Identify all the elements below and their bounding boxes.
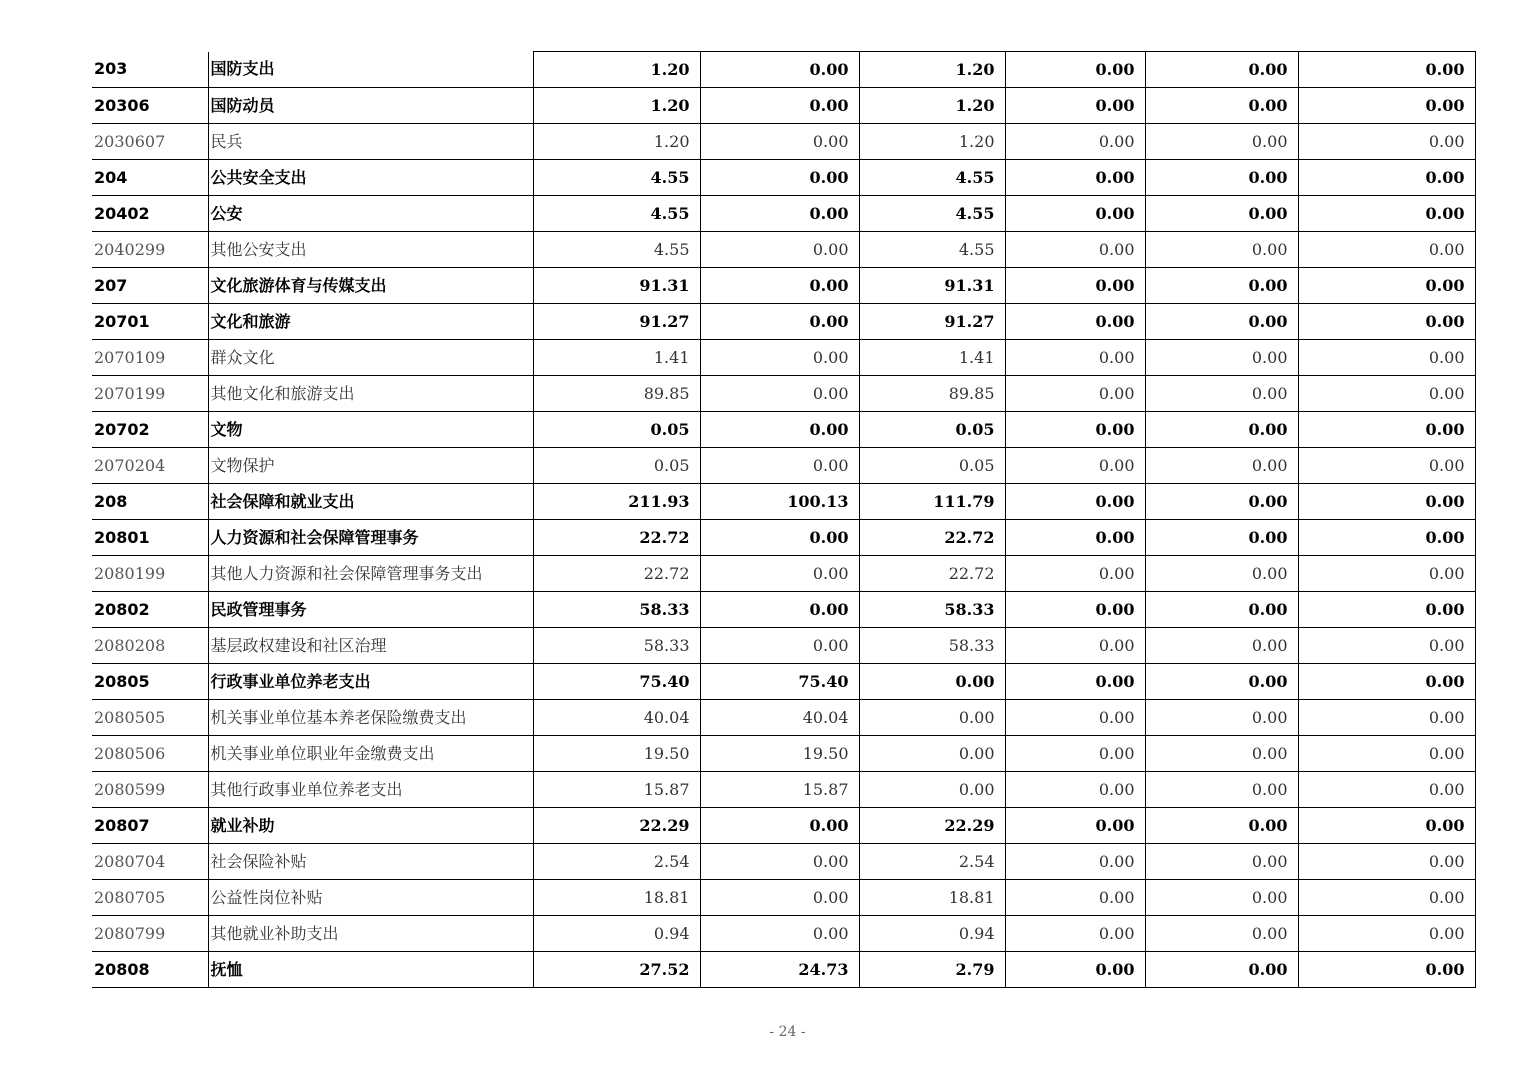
amount-cell: 0.00 <box>1298 304 1475 340</box>
amount-cell: 0.00 <box>700 520 859 556</box>
amount-cell: 1.20 <box>533 88 700 124</box>
amount-cell: 0.00 <box>1298 520 1475 556</box>
table-row <box>92 916 1475 952</box>
amount-cell: 0.00 <box>859 736 1005 772</box>
amount-cell: 0.00 <box>700 160 859 196</box>
amount-cell: 0.00 <box>1145 556 1298 592</box>
amount-cell: 2.54 <box>859 844 1005 880</box>
subject-name-cell: 社会保险补贴 <box>208 844 533 880</box>
amount-cell: 0.00 <box>1145 52 1298 88</box>
amount-cell: 1.41 <box>533 340 700 376</box>
amount-cell: 0.05 <box>533 448 700 484</box>
amount-cell: 0.00 <box>1005 844 1145 880</box>
amount-cell: 211.93 <box>533 484 700 520</box>
amount-cell: 0.00 <box>1005 160 1145 196</box>
amount-cell: 0.00 <box>1145 160 1298 196</box>
amount-cell: 0.00 <box>1298 484 1475 520</box>
amount-cell: 0.00 <box>1145 844 1298 880</box>
table-row <box>92 196 1475 232</box>
table-row <box>92 484 1475 520</box>
amount-cell: 0.00 <box>700 916 859 952</box>
amount-cell: 58.33 <box>533 628 700 664</box>
table-row <box>92 412 1475 448</box>
amount-cell: 58.33 <box>859 592 1005 628</box>
amount-cell: 40.04 <box>700 700 859 736</box>
amount-cell: 0.00 <box>1005 376 1145 412</box>
amount-cell: 1.20 <box>859 88 1005 124</box>
amount-cell: 0.00 <box>1145 772 1298 808</box>
amount-cell: 15.87 <box>533 772 700 808</box>
subject-name-cell: 人力资源和社会保障管理事务 <box>208 520 533 556</box>
subject-name-cell: 抚恤 <box>208 952 533 988</box>
subject-name-cell: 其他行政事业单位养老支出 <box>208 772 533 808</box>
amount-cell: 0.00 <box>1145 736 1298 772</box>
amount-cell: 0.00 <box>1298 952 1475 988</box>
subject-code-cell: 2080704 <box>92 844 208 880</box>
table-row <box>92 520 1475 556</box>
table-row <box>92 772 1475 808</box>
amount-cell: 91.27 <box>533 304 700 340</box>
amount-cell: 0.00 <box>1005 304 1145 340</box>
amount-cell: 0.00 <box>700 592 859 628</box>
table-row <box>92 880 1475 916</box>
subject-code-cell: 20306 <box>92 88 208 124</box>
amount-cell: 75.40 <box>700 664 859 700</box>
subject-code-cell: 20701 <box>92 304 208 340</box>
subject-name-cell: 就业补助 <box>208 808 533 844</box>
table-row <box>92 268 1475 304</box>
subject-code-cell: 20805 <box>92 664 208 700</box>
amount-cell: 0.00 <box>1298 592 1475 628</box>
amount-cell: 0.00 <box>1145 412 1298 448</box>
amount-cell: 0.00 <box>1005 88 1145 124</box>
amount-cell: 0.00 <box>1145 592 1298 628</box>
amount-cell: 0.00 <box>700 556 859 592</box>
subject-code-cell: 2040299 <box>92 232 208 268</box>
amount-cell: 0.00 <box>1298 556 1475 592</box>
amount-cell: 22.29 <box>859 808 1005 844</box>
page-number: - 24 - <box>769 1024 806 1040</box>
subject-code-cell: 2080505 <box>92 700 208 736</box>
amount-cell: 0.00 <box>1298 196 1475 232</box>
amount-cell: 22.72 <box>533 520 700 556</box>
table-row <box>92 952 1475 988</box>
amount-cell: 19.50 <box>700 736 859 772</box>
table-row <box>92 52 1475 88</box>
amount-cell: 0.00 <box>1145 124 1298 160</box>
amount-cell: 0.00 <box>700 412 859 448</box>
amount-cell: 0.00 <box>700 196 859 232</box>
amount-cell: 91.31 <box>533 268 700 304</box>
subject-name-cell: 群众文化 <box>208 340 533 376</box>
table-row <box>92 556 1475 592</box>
amount-cell: 0.00 <box>1298 412 1475 448</box>
amount-cell: 0.00 <box>700 52 859 88</box>
amount-cell: 0.00 <box>700 304 859 340</box>
amount-cell: 0.00 <box>1145 484 1298 520</box>
amount-cell: 4.55 <box>533 160 700 196</box>
subject-name-cell: 国防动员 <box>208 88 533 124</box>
amount-cell: 0.00 <box>1298 700 1475 736</box>
amount-cell: 0.00 <box>1145 628 1298 664</box>
table-row <box>92 448 1475 484</box>
amount-cell: 0.00 <box>1298 736 1475 772</box>
table-row <box>92 160 1475 196</box>
amount-cell: 0.00 <box>1298 268 1475 304</box>
amount-cell: 0.94 <box>859 916 1005 952</box>
amount-cell: 0.00 <box>1005 484 1145 520</box>
amount-cell: 22.29 <box>533 808 700 844</box>
amount-cell: 0.00 <box>1005 124 1145 160</box>
amount-cell: 75.40 <box>533 664 700 700</box>
amount-cell: 4.55 <box>859 196 1005 232</box>
amount-cell: 0.00 <box>1145 448 1298 484</box>
amount-cell: 15.87 <box>700 772 859 808</box>
amount-cell: 0.00 <box>1145 196 1298 232</box>
amount-cell: 111.79 <box>859 484 1005 520</box>
subject-name-cell: 公安 <box>208 196 533 232</box>
amount-cell: 0.00 <box>1005 268 1145 304</box>
subject-code-cell: 2080199 <box>92 556 208 592</box>
amount-cell: 0.00 <box>1005 592 1145 628</box>
amount-cell: 1.41 <box>859 340 1005 376</box>
subject-name-cell: 机关事业单位职业年金缴费支出 <box>208 736 533 772</box>
amount-cell: 0.00 <box>1145 664 1298 700</box>
subject-name-cell: 其他人力资源和社会保障管理事务支出 <box>208 556 533 592</box>
amount-cell: 91.31 <box>859 268 1005 304</box>
amount-cell: 22.72 <box>533 556 700 592</box>
amount-cell: 0.00 <box>1005 628 1145 664</box>
amount-cell: 18.81 <box>533 880 700 916</box>
amount-cell: 0.00 <box>1005 772 1145 808</box>
amount-cell: 0.00 <box>1145 304 1298 340</box>
amount-cell: 0.00 <box>1298 844 1475 880</box>
subject-code-cell: 20807 <box>92 808 208 844</box>
amount-cell: 0.00 <box>1005 196 1145 232</box>
subject-name-cell: 行政事业单位养老支出 <box>208 664 533 700</box>
table-body <box>92 52 1475 988</box>
subject-code-cell: 2070204 <box>92 448 208 484</box>
amount-cell: 0.00 <box>1005 556 1145 592</box>
amount-cell: 0.00 <box>1005 808 1145 844</box>
amount-cell: 0.00 <box>1298 376 1475 412</box>
amount-cell: 0.00 <box>700 232 859 268</box>
amount-cell: 0.00 <box>1005 916 1145 952</box>
subject-name-cell: 公益性岗位补贴 <box>208 880 533 916</box>
amount-cell: 0.00 <box>1145 376 1298 412</box>
subject-code-cell: 204 <box>92 160 208 196</box>
amount-cell: 0.00 <box>700 880 859 916</box>
subject-code-cell: 2080799 <box>92 916 208 952</box>
amount-cell: 0.00 <box>1298 664 1475 700</box>
table-row <box>92 376 1475 412</box>
amount-cell: 0.00 <box>1145 700 1298 736</box>
amount-cell: 0.00 <box>1298 448 1475 484</box>
amount-cell: 1.20 <box>859 124 1005 160</box>
amount-cell: 1.20 <box>533 52 700 88</box>
subject-code-cell: 2080506 <box>92 736 208 772</box>
amount-cell: 0.00 <box>1005 664 1145 700</box>
amount-cell: 0.00 <box>1298 628 1475 664</box>
table-row <box>92 736 1475 772</box>
amount-cell: 89.85 <box>533 376 700 412</box>
amount-cell: 0.00 <box>700 88 859 124</box>
subject-name-cell: 文化旅游体育与传媒支出 <box>208 268 533 304</box>
subject-code-cell: 2080208 <box>92 628 208 664</box>
subject-code-cell: 20802 <box>92 592 208 628</box>
table-row <box>92 340 1475 376</box>
table-row <box>92 664 1475 700</box>
table-row <box>92 232 1475 268</box>
table-row <box>92 628 1475 664</box>
table-row <box>92 592 1475 628</box>
subject-name-cell: 国防支出 <box>208 52 533 88</box>
amount-cell: 19.50 <box>533 736 700 772</box>
amount-cell: 0.00 <box>1298 52 1475 88</box>
subject-name-cell: 公共安全支出 <box>208 160 533 196</box>
amount-cell: 0.94 <box>533 916 700 952</box>
amount-cell: 1.20 <box>859 52 1005 88</box>
amount-cell: 0.00 <box>1145 952 1298 988</box>
amount-cell: 0.00 <box>1145 268 1298 304</box>
amount-cell: 24.73 <box>700 952 859 988</box>
amount-cell: 0.00 <box>1145 88 1298 124</box>
amount-cell: 0.00 <box>1145 808 1298 844</box>
amount-cell: 0.00 <box>859 664 1005 700</box>
amount-cell: 0.00 <box>1145 880 1298 916</box>
amount-cell: 0.00 <box>1298 916 1475 952</box>
amount-cell: 4.55 <box>533 196 700 232</box>
amount-cell: 0.00 <box>1298 340 1475 376</box>
amount-cell: 0.00 <box>1145 520 1298 556</box>
amount-cell: 0.00 <box>700 268 859 304</box>
subject-name-cell: 文化和旅游 <box>208 304 533 340</box>
amount-cell: 0.00 <box>1005 520 1145 556</box>
amount-cell: 0.00 <box>1005 340 1145 376</box>
amount-cell: 0.00 <box>1005 952 1145 988</box>
subject-name-cell: 基层政权建设和社区治理 <box>208 628 533 664</box>
subject-code-cell: 2070109 <box>92 340 208 376</box>
amount-cell: 100.13 <box>700 484 859 520</box>
subject-name-cell: 其他就业补助支出 <box>208 916 533 952</box>
subject-code-cell: 20801 <box>92 520 208 556</box>
amount-cell: 58.33 <box>859 628 1005 664</box>
amount-cell: 0.00 <box>1005 880 1145 916</box>
amount-cell: 58.33 <box>533 592 700 628</box>
amount-cell: 22.72 <box>859 520 1005 556</box>
amount-cell: 0.00 <box>859 772 1005 808</box>
subject-name-cell: 其他文化和旅游支出 <box>208 376 533 412</box>
subject-name-cell: 其他公安支出 <box>208 232 533 268</box>
amount-cell: 4.55 <box>533 232 700 268</box>
subject-code-cell: 2080599 <box>92 772 208 808</box>
subject-code-cell: 20702 <box>92 412 208 448</box>
subject-code-cell: 2080705 <box>92 880 208 916</box>
table-row <box>92 808 1475 844</box>
amount-cell: 0.00 <box>1005 52 1145 88</box>
amount-cell: 0.00 <box>1005 448 1145 484</box>
amount-cell: 0.00 <box>1005 232 1145 268</box>
amount-cell: 0.00 <box>700 448 859 484</box>
amount-cell: 0.00 <box>1298 232 1475 268</box>
table-row <box>92 304 1475 340</box>
amount-cell: 4.55 <box>859 232 1005 268</box>
amount-cell: 89.85 <box>859 376 1005 412</box>
table-row <box>92 844 1475 880</box>
subject-code-cell: 20808 <box>92 952 208 988</box>
subject-code-cell: 2030607 <box>92 124 208 160</box>
amount-cell: 2.54 <box>533 844 700 880</box>
subject-name-cell: 机关事业单位基本养老保险缴费支出 <box>208 700 533 736</box>
amount-cell: 0.00 <box>1298 124 1475 160</box>
subject-code-cell: 2070199 <box>92 376 208 412</box>
table-row <box>92 88 1475 124</box>
amount-cell: 0.00 <box>1145 232 1298 268</box>
subject-code-cell: 20402 <box>92 196 208 232</box>
amount-cell: 0.05 <box>859 412 1005 448</box>
amount-cell: 0.00 <box>1298 160 1475 196</box>
subject-code-cell: 207 <box>92 268 208 304</box>
subject-name-cell: 文物 <box>208 412 533 448</box>
amount-cell: 40.04 <box>533 700 700 736</box>
amount-cell: 0.00 <box>1005 700 1145 736</box>
amount-cell: 0.00 <box>700 628 859 664</box>
amount-cell: 0.00 <box>1298 808 1475 844</box>
amount-cell: 2.79 <box>859 952 1005 988</box>
subject-code-cell: 203 <box>92 52 208 88</box>
amount-cell: 0.00 <box>1145 340 1298 376</box>
amount-cell: 0.00 <box>1298 880 1475 916</box>
subject-name-cell: 文物保护 <box>208 448 533 484</box>
budget-table <box>92 51 1476 988</box>
subject-name-cell: 民政管理事务 <box>208 592 533 628</box>
amount-cell: 27.52 <box>533 952 700 988</box>
amount-cell: 0.00 <box>700 808 859 844</box>
amount-cell: 1.20 <box>533 124 700 160</box>
subject-code-cell: 208 <box>92 484 208 520</box>
amount-cell: 91.27 <box>859 304 1005 340</box>
amount-cell: 0.00 <box>1005 412 1145 448</box>
amount-cell: 4.55 <box>859 160 1005 196</box>
amount-cell: 0.00 <box>700 124 859 160</box>
amount-cell: 0.00 <box>700 340 859 376</box>
subject-name-cell: 民兵 <box>208 124 533 160</box>
amount-cell: 0.00 <box>859 700 1005 736</box>
table-row <box>92 124 1475 160</box>
amount-cell: 18.81 <box>859 880 1005 916</box>
amount-cell: 0.00 <box>700 844 859 880</box>
amount-cell: 0.05 <box>533 412 700 448</box>
amount-cell: 0.05 <box>859 448 1005 484</box>
subject-name-cell: 社会保障和就业支出 <box>208 484 533 520</box>
amount-cell: 0.00 <box>1298 88 1475 124</box>
amount-cell: 0.00 <box>1005 736 1145 772</box>
amount-cell: 22.72 <box>859 556 1005 592</box>
amount-cell: 0.00 <box>1145 916 1298 952</box>
amount-cell: 0.00 <box>1298 772 1475 808</box>
table-row <box>92 700 1475 736</box>
amount-cell: 0.00 <box>700 376 859 412</box>
